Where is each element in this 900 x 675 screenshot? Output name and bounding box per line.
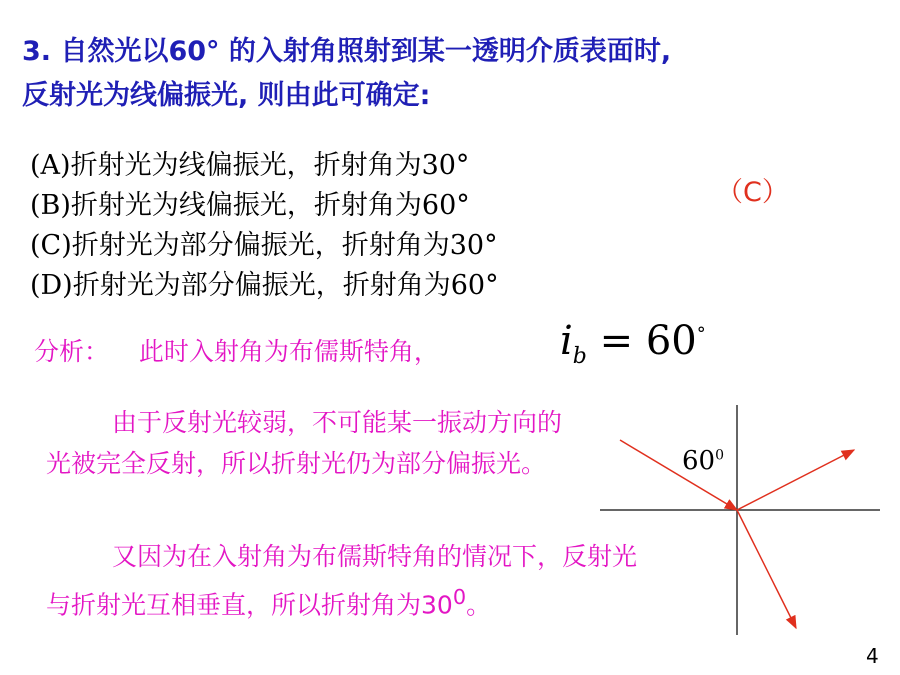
brewster-formula — [560, 318, 706, 369]
question-line-1: 3. 自然光以60° 的入射角照射到某一透明介质表面时, — [22, 36, 672, 67]
paragraph-2-superscript: 0 — [452, 585, 467, 609]
formula-variable: i — [560, 318, 573, 364]
question-line-2: 反射光为线偏振光, 则由此可确定: — [22, 80, 431, 111]
refracted-ray — [737, 510, 796, 628]
angle-label — [682, 446, 724, 476]
paragraph-2-text: 又因为在入射角为布儒斯特角的情况下，反射光与折射光互相垂直，所以折射角为30 — [46, 542, 638, 620]
explanation-paragraph-1 — [46, 402, 586, 484]
analysis-text: 此时入射角为布儒斯特角， — [138, 337, 439, 366]
reflected-ray — [737, 450, 854, 510]
analysis-label: 分析： — [34, 337, 110, 366]
angle-value: 60 — [682, 446, 716, 476]
option-c: (C)折射光为部分偏振光，折射角为30° — [30, 230, 498, 261]
angle-superscript: 0 — [715, 447, 725, 464]
option-d: (D)折射光为部分偏振光，折射角为60° — [30, 270, 499, 301]
formula-subscript: b — [572, 344, 587, 369]
formula-equals: = 60 — [586, 318, 697, 364]
options-list — [30, 146, 670, 306]
option-b: (B)折射光为线偏振光，折射角为60° — [30, 190, 470, 221]
option-a: (A)折射光为线偏振光，折射角为30° — [30, 150, 470, 181]
paragraph-2-end: 。 — [466, 590, 492, 620]
formula-degree: ° — [696, 323, 706, 345]
answer-label: （C） — [716, 177, 789, 208]
question-text — [22, 30, 882, 118]
explanation-paragraph-2 — [46, 536, 646, 625]
page-number: 4 — [866, 644, 879, 668]
paragraph-1-text: 由于反射光较弱，不可能某一振动方向的光被完全反射，所以折射光仍为部分偏振光。 — [46, 408, 563, 478]
analysis-line — [34, 332, 439, 368]
reflection-refraction-diagram — [600, 400, 890, 640]
